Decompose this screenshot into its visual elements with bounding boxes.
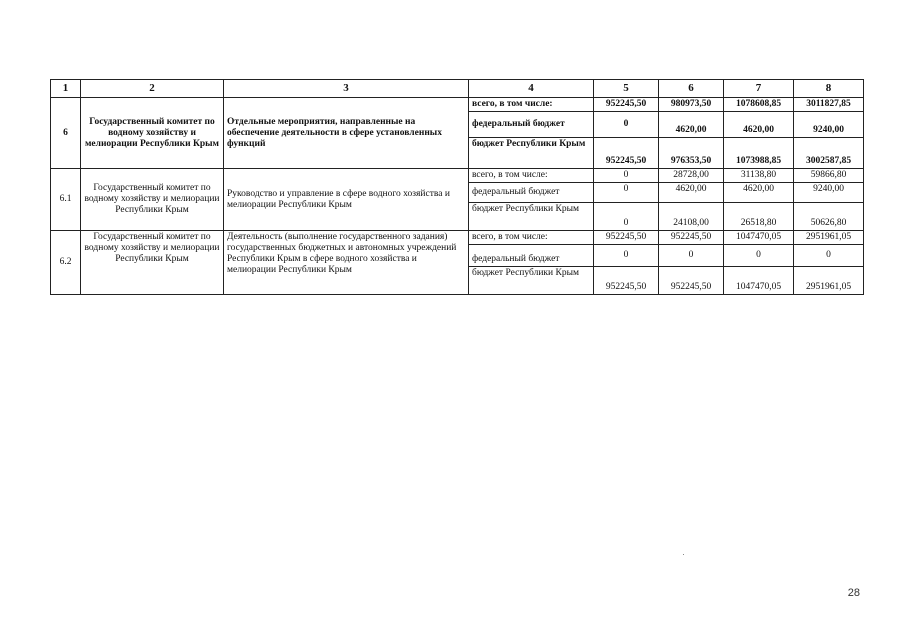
value-col6: 976353,50 (659, 138, 724, 169)
value-col5: 952245,50 (594, 267, 659, 295)
header-row (51, 80, 864, 98)
value-col8: 9240,00 (794, 112, 864, 138)
funding-source: федеральный бюджет (469, 245, 594, 267)
value-col8: 9240,00 (794, 183, 864, 203)
value-col5: 0 (594, 245, 659, 267)
value-col5: 0 (594, 203, 659, 231)
value-col5: 0 (594, 112, 659, 138)
activity-description: Руководство и управление в сфере водного хозяйства и мелиорации Республики Крым (224, 169, 469, 231)
col-header-8: 8 (794, 80, 864, 98)
value-col5: 0 (594, 169, 659, 183)
value-col8: 59866,80 (794, 169, 864, 183)
value-col7: 4620,00 (724, 112, 794, 138)
value-col7: 1047470,05 (724, 267, 794, 295)
value-col7: 31138,80 (724, 169, 794, 183)
value-col8: 3002587,85 (794, 138, 864, 169)
value-col7: 1047470,05 (724, 231, 794, 245)
responsible-org: Государственный комитет по водному хозяйству и мелиорации Республики Крым (81, 98, 224, 169)
value-col5: 952245,50 (594, 98, 659, 112)
funding-source: федеральный бюджет (469, 183, 594, 203)
col-header-5: 5 (594, 80, 659, 98)
funding-source: всего, в том числе: (469, 169, 594, 183)
responsible-org: Государственный комитет по водному хозяйству и мелиорации Республики Крым (81, 169, 224, 231)
value-col8: 0 (794, 245, 864, 267)
funding-source: бюджет Республики Крым (469, 138, 594, 169)
table-row (51, 231, 864, 245)
value-col6: 980973,50 (659, 98, 724, 112)
table-row (51, 98, 864, 112)
funding-source: всего, в том числе: (469, 231, 594, 245)
col-header-3: 3 (224, 80, 469, 98)
value-col6: 4620,00 (659, 112, 724, 138)
scan-speck (683, 554, 684, 555)
value-col7: 4620,00 (724, 183, 794, 203)
funding-source: бюджет Республики Крым (469, 267, 594, 295)
row-number: 6 (51, 98, 81, 169)
value-col6: 952245,50 (659, 231, 724, 245)
col-header-6: 6 (659, 80, 724, 98)
value-col7: 26518,80 (724, 203, 794, 231)
responsible-org: Государственный комитет по водному хозяйству и мелиорации Республики Крым (81, 231, 224, 295)
value-col7: 0 (724, 245, 794, 267)
activity-description: Деятельность (выполнение государственного задания) государственных бюджетных и автономных учреждений Республики Крым в сфере водного хозяйства и мелиорации Республики Крым (224, 231, 469, 295)
page-number: 28 (847, 587, 860, 599)
col-header-4: 4 (469, 80, 594, 98)
table-row (51, 169, 864, 183)
value-col6: 952245,50 (659, 267, 724, 295)
value-col7: 1078608,85 (724, 98, 794, 112)
value-col5: 0 (594, 183, 659, 203)
funding-source: всего, в том числе: (469, 98, 594, 112)
value-col8: 3011827,85 (794, 98, 864, 112)
col-header-1: 1 (51, 80, 81, 98)
activity-description: Отдельные мероприятия, направленные на обеспечение деятельности в сфере установленных функций (224, 98, 469, 169)
row-number: 6.1 (51, 169, 81, 231)
funding-source: федеральный бюджет (469, 112, 594, 138)
budget-table (50, 79, 864, 295)
value-col8: 2951961,05 (794, 231, 864, 245)
value-col5: 952245,50 (594, 231, 659, 245)
row-number: 6.2 (51, 231, 81, 295)
value-col6: 0 (659, 245, 724, 267)
value-col8: 50626,80 (794, 203, 864, 231)
value-col8: 2951961,05 (794, 267, 864, 295)
value-col7: 1073988,85 (724, 138, 794, 169)
value-col5: 952245,50 (594, 138, 659, 169)
col-header-2: 2 (81, 80, 224, 98)
col-header-7: 7 (724, 80, 794, 98)
funding-source: бюджет Республики Крым (469, 203, 594, 231)
value-col6: 4620,00 (659, 183, 724, 203)
value-col6: 24108,00 (659, 203, 724, 231)
value-col6: 28728,00 (659, 169, 724, 183)
